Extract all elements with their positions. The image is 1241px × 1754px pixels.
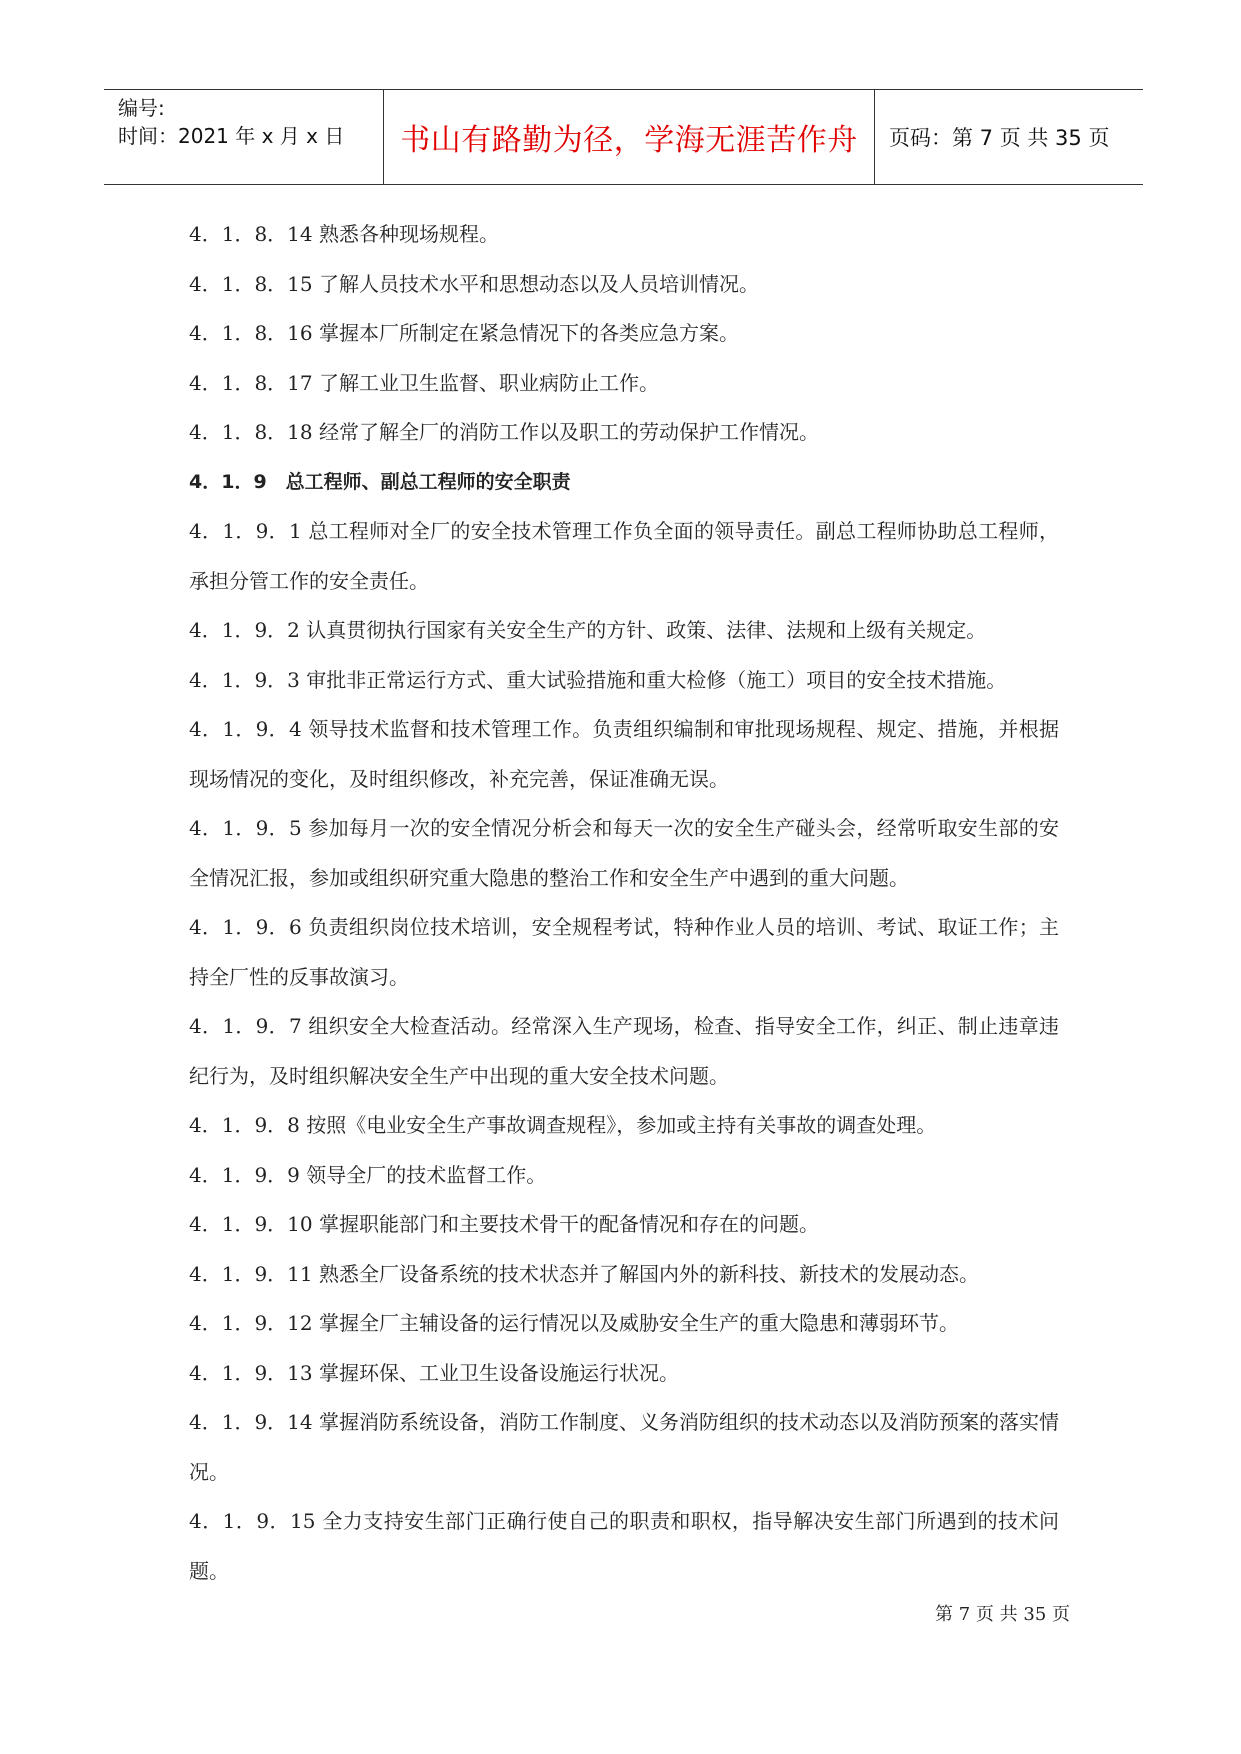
section-heading: 4．1．9 总工程师、副总工程师的安全职责 bbox=[189, 470, 571, 493]
paragraph: 4．1．9．13 掌握环保、工业卫生设备设施运行状况。 bbox=[189, 1360, 679, 1385]
paragraph: 4．1．9．8 按照《电业安全生产事故调查规程》，参加或主持有关事故的调查处理。 bbox=[189, 1113, 937, 1137]
paragraph: 4．1．9．14 掌握消防系统设备，消防工作制度、义务消防组织的技术动态以及消防预案的落实情况。 bbox=[189, 1410, 1059, 1484]
paragraph: 4．1．9．4 领导技术监督和技术管理工作。负责组织编制和审批现场规程、规定、措施，并根据现场情况的变化，及时组织修改，补充完善，保证准确无误。 bbox=[189, 717, 1059, 791]
paragraph: 4．1．9．2 认真贯彻执行国家有关安全生产的方针、政策、法律、法规和上级有关规定。 bbox=[189, 618, 987, 642]
page-footer: 第 7 页 共 35 页 bbox=[935, 1604, 1070, 1625]
paragraph: 4．1．9．3 审批非正常运行方式、重大试验措施和重大检修（施工）项目的安全技术措施。 bbox=[189, 667, 1007, 692]
document-time-label: 时间：2021 年 x 月 x 日 bbox=[118, 124, 345, 148]
paragraph: 4．1．9．7 组织安全大检查活动。经常深入生产现场，检查、指导安全工作，纠正、制止违章违纪行为，及时组织解决安全生产中出现的重大安全技术问题。 bbox=[189, 1014, 1059, 1088]
paragraph: 4．1．8．16 掌握本厂所制定在紧急情况下的各类应急方案。 bbox=[189, 321, 739, 345]
paragraph: 4．1．9．1 总工程师对全厂的安全技术管理工作负全面的领导责任。副总工程师协助总工程师，承担分管工作的安全责任。 bbox=[189, 519, 1059, 593]
paragraph: 4．1．8．15 了解人员技术水平和思想动态以及人员培训情况。 bbox=[189, 271, 759, 296]
page-header bbox=[104, 89, 1143, 185]
paragraph: 4．1．8．18 经常了解全厂的消防工作以及职工的劳动保护工作情况。 bbox=[189, 420, 819, 444]
paragraph: 4．1．9．10 掌握职能部门和主要技术骨干的配备情况和存在的问题。 bbox=[189, 1212, 819, 1236]
header-page-info: 页码：第 7 页 共 35 页 bbox=[889, 126, 1110, 150]
document-body bbox=[189, 210, 1059, 1596]
header-motto: 书山有路勤为径，学海无涯苦作舟 bbox=[384, 90, 875, 184]
paragraph: 4．1．9．12 掌握全厂主辅设备的运行情况以及威胁安全生产的重大隐患和薄弱环节。 bbox=[189, 1311, 959, 1335]
paragraph: 4．1．9．15 全力支持安生部门正确行使自己的职责和职权，指导解决安生部门所遇到的技术问题。 bbox=[189, 1509, 1059, 1583]
paragraph: 4．1．9．5 参加每月一次的安全情况分析会和每天一次的安全生产碰头会，经常听取安生部的安全情况汇报，参加或组织研究重大隐患的整治工作和安全生产中遇到的重大问题。 bbox=[189, 816, 1059, 890]
document-number-label: 编号: bbox=[118, 96, 165, 120]
paragraph: 4．1．8．14 熟悉各种现场规程。 bbox=[189, 222, 499, 246]
paragraph: 4．1．9．11 熟悉全厂设备系统的技术状态并了解国内外的新科技、新技术的发展动态。 bbox=[189, 1261, 979, 1286]
paragraph: 4．1．9．6 负责组织岗位技术培训，安全规程考试，特种作业人员的培训、考试、取证工作；主持全厂性的反事故演习。 bbox=[189, 915, 1059, 989]
paragraph: 4．1．8．17 了解工业卫生监督、职业病防止工作。 bbox=[189, 370, 659, 395]
paragraph: 4．1．9．9 领导全厂的技术监督工作。 bbox=[189, 1162, 547, 1187]
header-meta bbox=[104, 90, 384, 184]
